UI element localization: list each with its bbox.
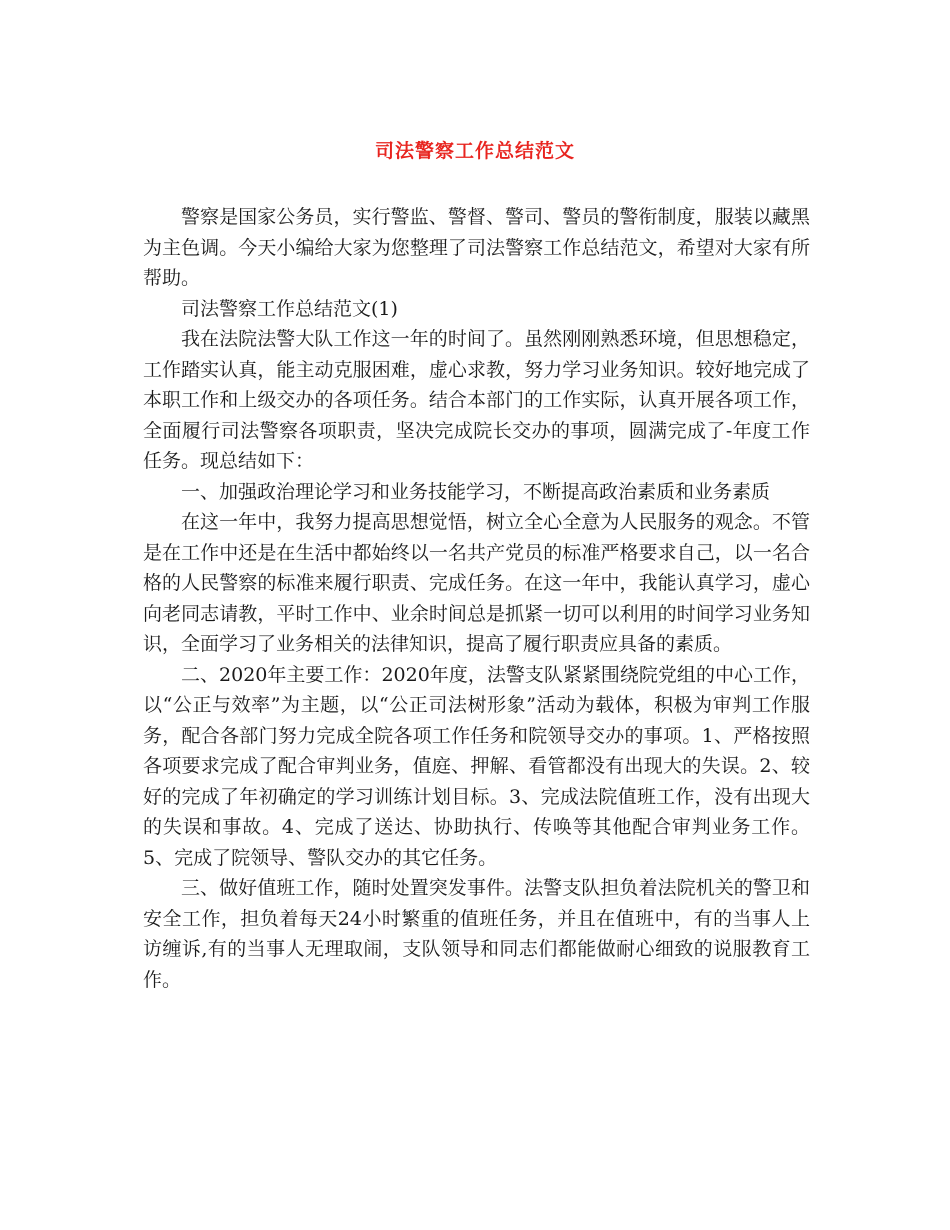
paragraph-intro: 警察是国家公务员，实行警监、警督、警司、警员的警衔制度，服装以藏黑为主色调。今天小编给大家为您整理了司法警察工作总结范文，希望对大家有所帮助。 [143,206,810,289]
paragraph-duty: 三、做好值班工作，随时处置突发事件。法警支队担负着法院机关的警卫和安全工作，担负着每天24小时繁重的值班任务，并且在值班中，有的当事人上访缠诉,有的当事人无理取闹，支队领导和同志们都能做耐心细致的说服教育工作。 [143,877,810,991]
paragraph-main-work: 二、2020年主要工作：2020年度，法警支队紧紧围绕院党组的中心工作，以“公正与效率”为主题，以“公正司法树形象”活动为载体，积极为审判工作服务，配合各部门努力完成全院各项工作任务和院领导交办的事项。1、严格按照各项要求完成了配合审判业务，值庭、押解、看管都没有出现大的失误。2、较好的完成了年初确定的学习训练计划目标。3、完成法院值班工作，没有出现大的失误和事故。4、完成了送达、协助执行、传唤等其他配合审判业务工作。5、完成了院领导、警队交办的其它任务。 [143,663,810,869]
paragraph-overview: 我在法院法警大队工作这一年的时间了。虽然刚刚熟悉环境，但思想稳定，工作踏实认真，能主动克服困难，虚心求教，努力学习业务知识。较好地完成了本职工作和上级交办的各项任务。结合本部门的工作实际，认真开展各项工作，全面履行司法警察各项职责，坚决完成院长交办的事项，圆满完成了-年度工作任务。现总结如下： [143,328,810,472]
section-heading-1: 司法警察工作总结范文(1) [181,297,398,320]
document-title: 司法警察工作总结范文 [374,140,575,162]
paragraph-study: 在这一年中，我努力提高思想觉悟，树立全心全意为人民服务的观念。不管是在工作中还是在生活中都始终以一名共产党员的标准严格要求自己，以一名合格的人民警察的标准来履行职责、完成任务。在这一年中，我能认真学习，虚心向老同志请教，平时工作中、业余时间总是抓紧一切可以利用的时间学习业务知识，全面学习了业务相关的法律知识，提高了履行职责应具备的素质。 [143,511,810,655]
document-body [143,202,810,995]
section-heading-study: 一、加强政治理论学习和业务技能学习，不断提高政治素质和业务素质 [181,480,771,503]
